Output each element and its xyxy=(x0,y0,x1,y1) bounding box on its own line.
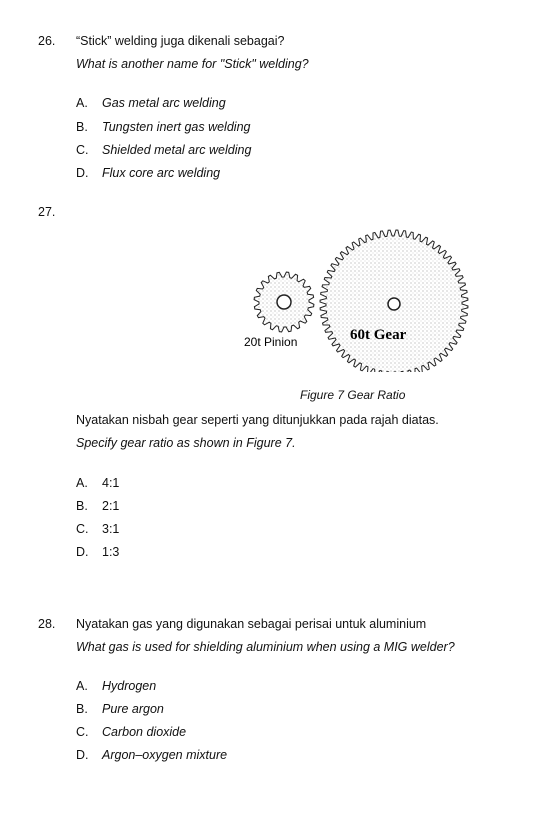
question-26-number: 26. xyxy=(38,34,56,48)
option-text: Hydrogen xyxy=(102,679,157,693)
question-26-text-english: What is another name for "Stick" welding? xyxy=(76,57,309,71)
question-27-text-malay: Nyatakan nisbah gear seperti yang ditunjukkan pada rajah diatas. xyxy=(76,413,439,427)
option-letter: B. xyxy=(76,702,88,716)
question-26-option-a[interactable] xyxy=(76,96,226,110)
question-26-text-malay: “Stick” welding juga dikenali sebagai? xyxy=(76,34,285,48)
question-28-text-english: What gas is used for shielding aluminium when using a MIG welder? xyxy=(76,640,455,654)
gear-label: 60t Gear xyxy=(350,327,407,343)
question-26-option-b[interactable] xyxy=(76,120,250,134)
question-27-number: 27. xyxy=(38,205,56,219)
question-28-option-c[interactable] xyxy=(76,725,186,739)
option-text: Flux core arc welding xyxy=(102,166,221,180)
question-27-option-c[interactable] xyxy=(76,522,119,536)
question-28-text-malay: Nyatakan gas yang digunakan sebagai perisai untuk aluminium xyxy=(76,617,427,631)
small-gear-20t xyxy=(254,272,314,332)
option-text: 2:1 xyxy=(102,499,120,513)
question-27-option-b[interactable] xyxy=(76,499,119,513)
option-text: Pure argon xyxy=(102,702,164,716)
option-text: Tungsten inert gas welding xyxy=(102,120,251,134)
option-letter: A. xyxy=(76,679,88,693)
option-letter: B. xyxy=(76,120,88,134)
option-letter: A. xyxy=(76,96,88,110)
option-text: 3:1 xyxy=(102,522,120,536)
option-letter: A. xyxy=(76,476,88,490)
option-text: Shielded metal arc welding xyxy=(102,143,252,157)
question-26-option-c[interactable] xyxy=(76,143,251,157)
question-27-text-english: Specify gear ratio as shown in Figure 7. xyxy=(76,436,296,450)
question-26-option-d[interactable] xyxy=(76,166,220,180)
option-text: 4:1 xyxy=(102,476,120,490)
option-text: 1:3 xyxy=(102,545,120,559)
question-28-option-b[interactable] xyxy=(76,702,164,716)
option-letter: C. xyxy=(76,522,89,536)
question-28-option-a[interactable] xyxy=(76,679,156,693)
option-letter: B. xyxy=(76,499,88,513)
pinion-label: 20t Pinion xyxy=(244,335,298,349)
option-letter: C. xyxy=(76,143,89,157)
option-letter: D. xyxy=(76,166,89,180)
option-text: Carbon dioxide xyxy=(102,725,187,739)
figure-caption: Figure 7 Gear Ratio xyxy=(300,388,406,402)
option-text: Gas metal arc welding xyxy=(102,96,226,110)
question-28-option-d[interactable] xyxy=(76,748,227,762)
small-gear-hub xyxy=(277,295,291,309)
large-gear-hub xyxy=(388,298,400,310)
large-gear-60t xyxy=(320,230,468,372)
option-letter: D. xyxy=(76,545,89,559)
option-text: Argon–oxygen mixture xyxy=(102,748,228,762)
question-27-option-a[interactable] xyxy=(76,476,119,490)
option-letter: D. xyxy=(76,748,89,762)
gear-ratio-figure xyxy=(238,222,483,372)
option-letter: C. xyxy=(76,725,89,739)
question-28-number: 28. xyxy=(38,617,56,631)
question-27-option-d[interactable] xyxy=(76,545,119,559)
